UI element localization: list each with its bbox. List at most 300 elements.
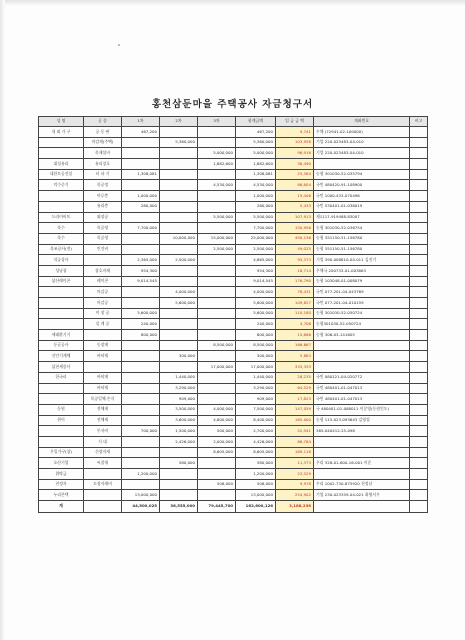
cell-name: 목수 — [39, 233, 84, 244]
cell-account: 제1117-919488-83007 — [314, 212, 410, 223]
table-row — [39, 159, 428, 170]
cell-p2: 580,000 — [160, 458, 198, 469]
header-cell: 입 금 금 액 — [276, 117, 314, 127]
header-cell: 비고 — [410, 117, 428, 127]
table-row — [39, 137, 428, 148]
cell-paid: 64,529 — [276, 383, 314, 394]
cell-p2 — [160, 180, 198, 191]
cell-trade: 미 장 공 — [84, 308, 122, 319]
cell-paid: 25,364 — [276, 169, 314, 180]
cell-p2 — [160, 490, 198, 501]
cell-paid: 176,790 — [276, 276, 314, 287]
cell-account: 국민 077-201-04-043769 — [314, 287, 410, 298]
cell-note — [410, 490, 428, 501]
cell-trade: 유리층 — [84, 201, 122, 212]
cell-p2 — [160, 362, 198, 373]
cell-total: 954,300 — [236, 265, 276, 276]
cell-trade — [84, 490, 122, 501]
table-row — [39, 458, 428, 469]
header-cell: 2차 — [160, 117, 198, 127]
cell-total: 2,700,000 — [236, 426, 276, 437]
table-row — [39, 415, 428, 426]
cell-account: 국민 480420-91-108900 — [314, 180, 410, 191]
cell-note — [410, 351, 428, 362]
cell-note — [410, 233, 428, 244]
cell-total: 7,700,000 — [236, 223, 276, 234]
cell-note — [410, 191, 428, 202]
cell-trade: 목재설비 — [84, 148, 122, 159]
cell-paid: 96,916 — [276, 148, 314, 159]
cell-account — [314, 436, 410, 447]
table-row — [39, 447, 428, 458]
table-row — [39, 404, 428, 415]
cell-p2 — [160, 330, 198, 341]
fund-request-table — [38, 116, 428, 513]
cell-paid: 11,373 — [276, 458, 314, 469]
cell-name — [39, 137, 84, 148]
cell-p3 — [198, 223, 236, 234]
cell-trade: 목공정 — [84, 180, 122, 191]
cell-account: 농협 115-023-093643 김영철 — [314, 415, 410, 426]
cell-p1 — [122, 362, 160, 373]
cell-trade: 바닥재 — [84, 351, 122, 362]
cell-total: 1,200,000 — [236, 469, 276, 480]
cell-paid: 23,529 — [276, 469, 314, 480]
cell-trade: 신장자재 — [84, 447, 122, 458]
cell-paid: 28,235 — [276, 372, 314, 383]
cell-trade: 마감공 — [84, 287, 122, 298]
cell-p2 — [160, 191, 198, 202]
cell-account: 우체국 200733-01-003863 — [314, 265, 410, 276]
cell-trade: 투자비 — [84, 426, 122, 437]
cell-note — [410, 298, 428, 309]
table-row — [39, 233, 428, 244]
total-empty-cell — [314, 501, 410, 513]
cell-total: 5,500,000 — [236, 212, 276, 223]
header-cell: 합계금액 — [236, 117, 276, 127]
cell-name: 목조공사(전) — [39, 244, 84, 255]
cell-p3 — [198, 255, 236, 266]
cell-p2: 4,000,000 — [160, 287, 198, 298]
cell-account: 우체 (72941-02-100000) — [314, 127, 410, 138]
cell-p2: 3,500,000 — [160, 404, 198, 415]
cell-trade: 터 파 기 — [84, 169, 122, 180]
cell-note — [410, 169, 428, 180]
cell-note — [410, 436, 428, 447]
cell-p1: 954,300 — [122, 265, 160, 276]
cell-p3 — [198, 351, 236, 362]
cell-account — [314, 447, 410, 458]
cell-account: 농협 306-03-141605 — [314, 330, 410, 341]
total-p2: 38,555,000 — [160, 501, 198, 513]
cell-p3: 2,000,000 — [198, 436, 236, 447]
cell-name — [39, 426, 84, 437]
cell-paid: 17,823 — [276, 394, 314, 405]
cell-name — [39, 148, 84, 159]
cell-p1 — [122, 233, 160, 244]
cell-total: 1,440,000 — [236, 372, 276, 383]
cell-total: 5,000,000 — [236, 148, 276, 159]
cell-name: 대성유리 — [39, 159, 84, 170]
cell-paid: 166,667 — [276, 340, 314, 351]
table-row — [39, 372, 428, 383]
cell-p3: 15,000,000 — [198, 233, 236, 244]
cell-trade: 동장재 — [84, 340, 122, 351]
cell-p1: 700,000 — [122, 426, 160, 437]
cell-total: 4,000,000 — [236, 287, 276, 298]
cell-p2 — [160, 340, 198, 351]
cell-note — [410, 201, 428, 212]
table-row — [39, 212, 428, 223]
header-cell: 계좌번호 — [314, 117, 410, 127]
scan-fleck — [118, 44, 120, 46]
cell-account: 국민 530401-01-036019 — [314, 201, 410, 212]
cell-trade: 마루층 — [84, 191, 122, 202]
cell-p1 — [122, 351, 160, 362]
cell-account: 기업 390-008810-04-011 김진기 — [314, 255, 410, 266]
cell-paid: 169,118 — [276, 447, 314, 458]
cell-account: 농협 301030-52-036754 — [314, 223, 410, 234]
cell-p2 — [160, 244, 198, 255]
cell-p1: 1,200,000 — [122, 469, 160, 480]
cell-p2 — [160, 169, 198, 180]
cell-p3: 5,500,000 — [198, 212, 236, 223]
cell-trade: 공 동 판 — [84, 127, 122, 138]
table-row — [39, 340, 428, 351]
cell-total: 3,290,000 — [236, 383, 276, 394]
cell-paid: 110,180 — [276, 308, 314, 319]
cell-name: 우일가구(창) — [39, 447, 84, 458]
cell-p3: 4,000,000 — [198, 404, 236, 415]
cell-name — [39, 201, 84, 212]
cell-paid: 18,714 — [276, 265, 314, 276]
cell-trade: 식 대 — [84, 436, 122, 447]
cell-total: 5,600,000 — [236, 308, 276, 319]
cell-trade: 창호자재 — [84, 265, 122, 276]
cell-paid: 9,741 — [276, 127, 314, 138]
cell-name: 세태환기기 — [39, 330, 84, 341]
cell-p2 — [160, 276, 198, 287]
total-label: 계 — [39, 501, 84, 513]
table-row — [39, 319, 428, 330]
cell-p1 — [122, 287, 160, 298]
cell-note — [410, 287, 428, 298]
cell-name: 삼산레미콘 — [39, 276, 84, 287]
cell-p1: 9,014,545 — [122, 276, 160, 287]
cell-account: 기업 220-023483-04-010 — [314, 137, 410, 148]
cell-note — [410, 404, 428, 415]
cell-paid: 86,804 — [276, 180, 314, 191]
total-p3: 79,445,700 — [198, 501, 236, 513]
cell-paid: 36,490 — [276, 159, 314, 170]
cell-account — [314, 362, 410, 373]
cell-note — [410, 330, 428, 341]
cell-p1 — [122, 159, 160, 170]
cell-p2: 5,360,000 — [160, 137, 198, 148]
cell-p1: 280,000 — [122, 201, 160, 212]
cell-note — [410, 244, 428, 255]
cell-paid: 19,406 — [276, 191, 314, 202]
table-row — [39, 362, 428, 373]
cell-account: 농협 351150-51-156780 — [314, 244, 410, 255]
cell-note — [410, 383, 428, 394]
cell-p3 — [198, 490, 236, 501]
table-row — [39, 244, 428, 255]
header-cell: 1차 — [122, 117, 160, 127]
cell-p1 — [122, 415, 160, 426]
cell-account: 국민 080121-04-020772 — [314, 372, 410, 383]
cell-note — [410, 426, 428, 437]
table-row — [39, 169, 428, 180]
cell-p3 — [198, 469, 236, 480]
cell-p1 — [122, 212, 160, 223]
cell-p3: 508,000 — [198, 479, 236, 490]
cell-paid: 4,706 — [276, 319, 314, 330]
cell-trade — [84, 255, 122, 266]
cell-p3 — [198, 276, 236, 287]
cell-account: 기업 230-023359-04-021 최영서우 — [314, 490, 410, 501]
cell-p3 — [198, 201, 236, 212]
cell-p3 — [198, 308, 236, 319]
cell-p1 — [122, 180, 160, 191]
cell-p1: 1,000,000 — [122, 191, 160, 202]
cell-note — [410, 372, 428, 383]
cell-p3: 4,800,000 — [198, 415, 236, 426]
cell-p2: 1,440,000 — [160, 372, 198, 383]
cell-p3 — [198, 383, 236, 394]
cell-total: 4,530,000 — [236, 180, 276, 191]
cell-p2 — [160, 479, 198, 490]
cell-total: 13,000,000 — [236, 490, 276, 501]
cell-p2 — [160, 201, 198, 212]
cell-account: 국민 077-201-04-010159 — [314, 298, 410, 309]
cell-p2 — [160, 265, 198, 276]
document-title: 홍천삼둔마을 주택공사 자금청구서 — [151, 99, 314, 110]
cell-trade — [84, 362, 122, 373]
cell-name: 성남창 — [39, 265, 84, 276]
cell-account: 365-040412-25-098 — [314, 426, 410, 437]
table-row — [39, 180, 428, 191]
cell-p2: 2,500,000 — [160, 255, 198, 266]
cell-trade: 씨잡재 — [84, 458, 122, 469]
cell-paid: 9,978 — [276, 479, 314, 490]
cell-p1 — [122, 148, 160, 159]
cell-p3: 4,530,000 — [198, 180, 236, 191]
cell-name — [39, 191, 84, 202]
cell-account: 농협 301030-52-050724 — [314, 308, 410, 319]
cell-paid: 5,883 — [276, 351, 314, 362]
cell-note — [410, 159, 428, 170]
cell-paid: 109,827 — [276, 298, 314, 309]
cell-p1: 5,600,000 — [122, 308, 160, 319]
cell-name: 드라이비트 — [39, 212, 84, 223]
cell-account: 기업 220-023483-04-010 — [314, 148, 410, 159]
cell-p3 — [198, 265, 236, 276]
cell-p1 — [122, 383, 160, 394]
cell-p3 — [198, 319, 236, 330]
cell-p3: 8,605,000 — [198, 447, 236, 458]
table-row — [39, 223, 428, 234]
total-p1: 44,500,025 — [122, 501, 160, 513]
cell-p2 — [160, 148, 198, 159]
cell-name: 현이 — [39, 415, 84, 426]
cell-name — [39, 319, 84, 330]
cell-p3: 8,500,000 — [198, 340, 236, 351]
cell-p3 — [198, 298, 236, 309]
cell-p2 — [160, 212, 198, 223]
cell-account: 국민 480401-01-047013 — [314, 394, 410, 405]
cell-p1 — [122, 436, 160, 447]
cell-note — [410, 137, 428, 148]
cell-trade: 레미콘 — [84, 276, 122, 287]
table-row — [39, 479, 428, 490]
cell-total: 4,865,000 — [236, 255, 276, 266]
total-row — [39, 501, 428, 513]
cell-account: 국민 1000-433-070496 — [314, 191, 410, 202]
cell-trade: 유리창호 — [84, 159, 122, 170]
cell-p1 — [122, 137, 160, 148]
cell-total: 240,000 — [236, 319, 276, 330]
cell-name: 덕수중기 — [39, 180, 84, 191]
cell-trade: 인건비 — [84, 244, 122, 255]
cell-trade — [84, 330, 122, 341]
cell-trade: 목공정 — [84, 233, 122, 244]
cell-account — [314, 469, 410, 480]
cell-paid: 5,433 — [276, 201, 314, 212]
table-row — [39, 191, 428, 202]
cell-account: 농협 351150-51-156780 — [314, 233, 410, 244]
cell-note — [410, 458, 428, 469]
cell-paid: 95,373 — [276, 255, 314, 266]
table-row — [39, 436, 428, 447]
cell-account — [314, 351, 410, 362]
table-row — [39, 330, 428, 341]
cell-total: 7,500,000 — [236, 404, 276, 415]
cell-total: 800,000 — [236, 330, 276, 341]
cell-total: 25,000,000 — [236, 233, 276, 244]
cell-name — [39, 287, 84, 298]
cell-trade: 마감재(주택) — [84, 137, 122, 148]
cell-p2: 3,290,000 — [160, 383, 198, 394]
cell-name: 대한토공건설 — [39, 169, 84, 180]
cell-note — [410, 265, 428, 276]
cell-p1: 800,000 — [122, 330, 160, 341]
cell-p2: 2,426,000 — [160, 436, 198, 447]
header-cell: 성 명 — [39, 117, 84, 127]
cell-paid: 147,059 — [276, 404, 314, 415]
cell-note — [410, 479, 428, 490]
cell-trade: 외장공 — [84, 212, 122, 223]
total-paid: 3,188,236 — [276, 501, 314, 513]
cell-paid: 15,686 — [276, 330, 314, 341]
cell-trade: 바닥재 — [84, 383, 122, 394]
cell-total: 300,000 — [236, 351, 276, 362]
cell-trade: 도장자재비 — [84, 479, 122, 490]
cell-trade: 마감공 — [84, 298, 122, 309]
table-row — [39, 490, 428, 501]
cell-p1 — [122, 458, 160, 469]
table-row — [39, 298, 428, 309]
table-row — [39, 265, 428, 276]
cell-name — [39, 436, 84, 447]
cell-p2 — [160, 447, 198, 458]
cell-name — [39, 298, 84, 309]
table-row — [39, 276, 428, 287]
cell-p3 — [198, 372, 236, 383]
cell-note — [410, 319, 428, 330]
cell-note — [410, 212, 428, 223]
cell-p1 — [122, 298, 160, 309]
total-empty-cell — [410, 501, 428, 513]
cell-trade: 목공정 — [84, 223, 122, 234]
cell-account: 농협 301030-52-035794 — [314, 169, 410, 180]
cell-name: 한국피 — [39, 372, 84, 383]
cell-p2: 3,600,000 — [160, 415, 198, 426]
cell-name: 오산기업 — [39, 458, 84, 469]
cell-note — [410, 340, 428, 351]
header-cell: 공 종 — [84, 117, 122, 127]
cell-p2 — [160, 469, 198, 480]
cell-note — [410, 469, 428, 480]
cell-trade: 설 계 공 — [84, 319, 122, 330]
cell-p1 — [122, 244, 160, 255]
cell-p3: 17,000,000 — [198, 362, 236, 373]
cell-total: 1,882,600 — [236, 159, 276, 170]
cell-note — [410, 447, 428, 458]
cell-p3 — [198, 287, 236, 298]
cell-account: 우리 1002-730-875920 천정남 — [314, 479, 410, 490]
cell-p1: 1,308,081 — [122, 169, 160, 180]
cell-name — [39, 308, 84, 319]
cell-p3: 5,000,000 — [198, 148, 236, 159]
table-row — [39, 308, 428, 319]
cell-paid: 52,941 — [276, 426, 314, 437]
cell-trade: 목공일체 손식 — [84, 394, 122, 405]
cell-note — [410, 308, 428, 319]
cell-name: 동원 — [39, 404, 84, 415]
cell-total: 2,500,000 — [236, 244, 276, 255]
table-row — [39, 426, 428, 437]
cell-p3: 500,000 — [198, 426, 236, 437]
cell-name: 천정자 — [39, 479, 84, 490]
cell-p2: 300,000 — [160, 351, 198, 362]
cell-p3 — [198, 394, 236, 405]
cell-total: 1,308,081 — [236, 169, 276, 180]
table-row — [39, 351, 428, 362]
cell-note — [410, 276, 428, 287]
cell-p2 — [160, 308, 198, 319]
cell-p1: 13,000,000 — [122, 490, 160, 501]
cell-name — [39, 394, 84, 405]
cell-p3 — [198, 330, 236, 341]
header-cell: 3차 — [198, 117, 236, 127]
scan-shadow-top — [0, 0, 465, 6]
cell-account: 농협 103048-01-008079 — [314, 276, 410, 287]
table-row — [39, 255, 428, 266]
cell-name: 신안기계체 — [39, 351, 84, 362]
cell-p2: 909,000 — [160, 394, 198, 405]
cell-p1 — [122, 404, 160, 415]
cell-name: 동글공사 — [39, 340, 84, 351]
cell-p3 — [198, 458, 236, 469]
cell-paid: 49,025 — [276, 244, 314, 255]
cell-p3 — [198, 137, 236, 148]
cell-total: 9,014,545 — [236, 276, 276, 287]
cell-total: 280,000 — [236, 201, 276, 212]
cell-p1 — [122, 340, 160, 351]
table-row — [39, 394, 428, 405]
cell-note — [410, 255, 428, 266]
